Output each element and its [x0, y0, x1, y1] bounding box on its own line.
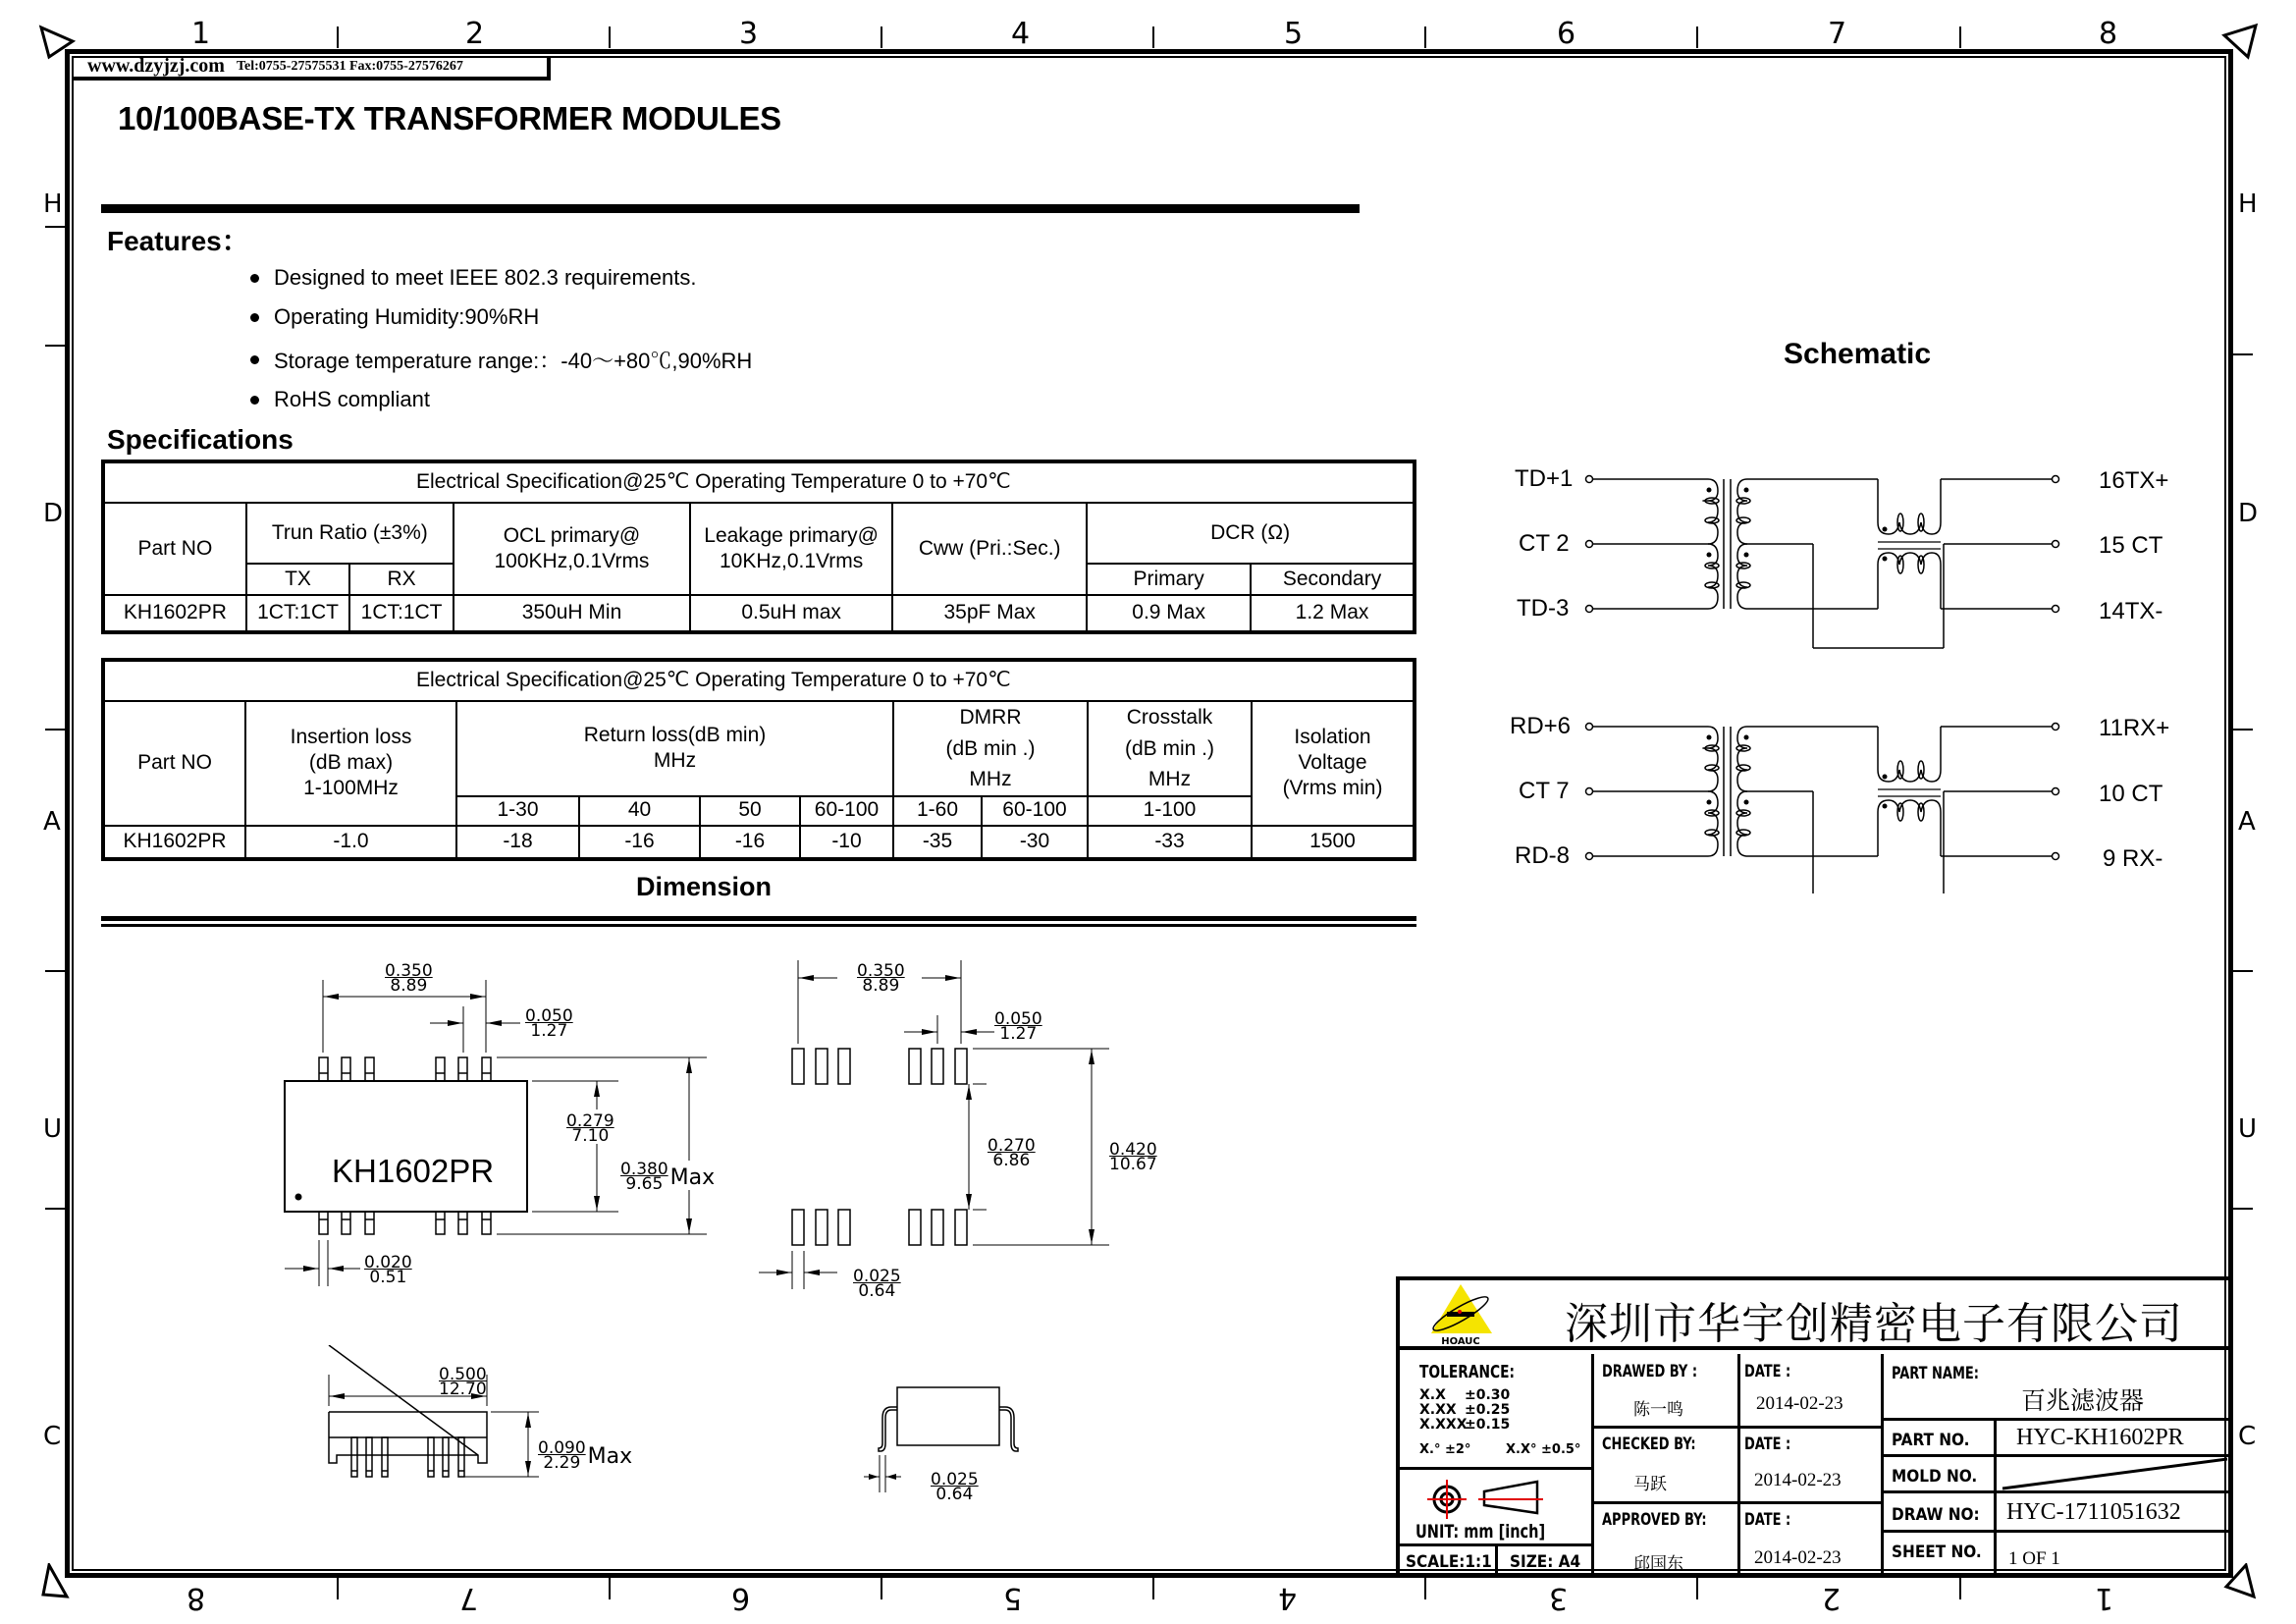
ruler-tick: [45, 729, 65, 731]
feature-item: Operating Humidity:90%RH: [250, 304, 539, 330]
band-header: 40: [579, 796, 700, 826]
ruler-number: 7: [459, 1581, 479, 1615]
ruler-letter: D: [43, 499, 64, 528]
ruler-number: 8: [2099, 17, 2118, 51]
end-view-drawing: [864, 1375, 1099, 1522]
pin-label: 14TX-: [2099, 598, 2163, 624]
draw-no-value: HYC-1711051632: [1997, 1493, 2229, 1533]
pin-label: 15 CT: [2099, 532, 2163, 559]
ruler-tick: [337, 27, 339, 48]
ruler-tick: [1696, 1578, 1698, 1599]
col-header-part-no: Part NO: [103, 701, 245, 826]
ruler-tick: [45, 345, 65, 347]
sheet-no-value: 1 OF 1: [2008, 1548, 2060, 1569]
col-header-insertion-loss: Insertion loss (dB max) 1-100MHz: [245, 701, 456, 826]
ruler-letter: H: [2238, 189, 2258, 219]
part-no-value: HYC-KH1602PR: [1997, 1421, 2229, 1457]
scale-cell: SCALE:1:1: [1400, 1546, 1498, 1578]
dim-footprint-outer-span: 0.420 10.67: [1109, 1140, 1157, 1174]
dim-footprint-inner-gap: 0.270 6.86: [988, 1136, 1036, 1170]
drawed-by-value: 陈一鸣: [1633, 1400, 1683, 1420]
top-view-drawing: [265, 943, 756, 1306]
ruler-number: 5: [1003, 1581, 1023, 1615]
date-value: 2014-02-23: [1754, 1470, 1842, 1490]
ruler-number: 3: [739, 17, 759, 51]
date-value: 2014-02-23: [1754, 1547, 1842, 1568]
pin-label: TD-3: [1517, 595, 1570, 622]
pin-label: RD-8: [1515, 842, 1571, 869]
ruler-letter: D: [2238, 499, 2259, 528]
ruler-number: 5: [1284, 17, 1304, 51]
ruler-number: 2: [1822, 1581, 1842, 1615]
table-row: KH1602PR -1.0 -18 -16 -16 -10 -35 -30 -33 1500: [103, 826, 1415, 859]
date-cell: DATE : 2014-02-23: [1740, 1504, 1884, 1578]
col-header-leakage: Leakage primary@ 10KHz,0.1Vrms: [690, 503, 892, 595]
tolerance-cell: TOLERANCE: X.X ±0.30 X.XX ±0.25 X.XXX±0.15 X.° ±2° X.X° ±0.5°: [1400, 1354, 1594, 1470]
dim-footprint-pad-width: 0.025 0.64: [853, 1267, 901, 1301]
mold-no-value: [1997, 1457, 2229, 1493]
ruler-tick: [45, 1208, 65, 1210]
ruler-number: 2: [465, 17, 485, 51]
feature-item: Designed to meet IEEE 802.3 requirements.: [250, 265, 696, 291]
ruler-tick: [337, 1578, 339, 1599]
band-header: 50: [700, 796, 800, 826]
pin-label: 16TX+: [2099, 467, 2169, 494]
company-logo-icon: [1427, 1282, 1496, 1347]
ruler-number: 6: [1557, 17, 1576, 51]
checked-by-cell: CHECKED BY: 马跃: [1594, 1429, 1740, 1504]
date-value: 2014-02-23: [1756, 1393, 1843, 1414]
ruler-number: 4: [1278, 1581, 1298, 1615]
ruler-letter: C: [2238, 1422, 2257, 1451]
col-header-secondary: Secondary: [1251, 564, 1415, 595]
ruler-number: 8: [187, 1581, 206, 1615]
dim-lead-thickness: 0.025 0.64: [931, 1470, 979, 1504]
electrical-spec-table-1: [101, 460, 1416, 634]
footprint-drawing: [756, 952, 1198, 1316]
company-name: 深圳市华宇创精密电子有限公司: [1565, 1299, 2183, 1349]
col-header-part-no: Part NO: [103, 503, 246, 595]
dim-side-height: 0.090 2.29 Max: [538, 1438, 633, 1473]
dim-body-width: 0.279 7.10: [566, 1111, 614, 1146]
dim-side-length: 0.500 12.70: [439, 1365, 487, 1399]
col-header-return-loss: Return loss(dB min) MHz: [456, 701, 893, 796]
ruler-tick: [1424, 27, 1426, 48]
dim-pin-width: 0.020 0.51: [364, 1253, 412, 1287]
col-header-primary: Primary: [1087, 564, 1251, 595]
col-header-dcr: DCR (Ω): [1087, 503, 1415, 564]
approved-by-cell: APPROVED BY: 邱国东: [1594, 1504, 1740, 1578]
dim-pin-pitch: 0.050 1.27: [525, 1006, 573, 1041]
ruler-letter: U: [43, 1114, 63, 1144]
approved-by-value: 邱国东: [1633, 1554, 1683, 1574]
title-block: [1396, 1276, 2233, 1578]
sheet-no-label-cell: SHEET NO.: [1884, 1533, 1997, 1578]
dimension-heading: Dimension: [636, 872, 773, 901]
pin-label: 9 RX-: [2103, 845, 2163, 872]
ruler-tick: [1152, 1578, 1154, 1599]
part-name-value: 百兆滤波器: [2021, 1386, 2145, 1415]
dim-footprint-pitch-span: 0.350 8.89: [857, 961, 905, 996]
col-header-ocl: OCL primary@ 100KHz,0.1Vrms: [454, 503, 690, 595]
dim-footprint-pin-pitch: 0.050 1.27: [994, 1009, 1042, 1044]
schematic-heading: Schematic: [1784, 338, 1932, 370]
feature-item: RoHS compliant: [250, 387, 430, 412]
ruler-number: 7: [1828, 17, 1847, 51]
dim-pitch-span: 0.350 8.89: [385, 961, 433, 996]
header-contact-box: [72, 56, 551, 81]
col-header-turn-ratio: Trun Ratio (±3%): [246, 503, 454, 564]
col-header-isolation: Isolation Voltage (Vrms min): [1252, 701, 1415, 826]
ruler-tick: [45, 970, 65, 972]
band-header: 1-60: [893, 796, 982, 826]
bullet-icon: [250, 313, 259, 322]
pin-label: 10 CT: [2099, 781, 2163, 807]
ruler-tick: [1424, 1578, 1426, 1599]
electrical-spec-table-2: [101, 658, 1416, 861]
schematic-diagram: [1472, 452, 2199, 893]
feature-item: Storage temperature range:：-40～+80℃,90%RH: [250, 345, 752, 375]
corner-triangle-icon: [39, 1563, 79, 1602]
ruler-number: 1: [2095, 1581, 2114, 1615]
ruler-letter: A: [43, 807, 61, 837]
band-header: 1-100: [1088, 796, 1252, 826]
col-header-tx: TX: [246, 564, 350, 595]
ruler-letter: C: [43, 1422, 62, 1451]
ruler-tick: [1152, 27, 1154, 48]
ruler-number: 6: [731, 1581, 751, 1615]
svg-text:HOAUC: HOAUC: [1441, 1336, 1480, 1347]
table-caption: Electrical Specification@25℃ Operating Temperature 0 to +70℃: [103, 660, 1415, 701]
corner-triangle-icon: [2220, 22, 2260, 61]
ruler-tick: [45, 226, 65, 228]
part-no-label-cell: PART NO.: [1884, 1421, 1997, 1457]
dimension-divider: [101, 924, 1416, 927]
table-row: KH1602PR 1CT:1CT 1CT:1CT 350uH Min 0.5uH max 35pF Max 0.9 Max 1.2 Max: [103, 595, 1415, 632]
draw-no-label-cell: DRAW NO:: [1884, 1493, 1997, 1533]
title-divider: [101, 204, 1360, 213]
ruler-tick: [1959, 27, 1961, 48]
bullet-icon: [250, 355, 259, 364]
pin-label: RD+6: [1510, 713, 1572, 739]
size-cell: SIZE: A4: [1498, 1546, 1594, 1578]
ruler-tick: [2233, 729, 2253, 731]
date-cell: DATE : 2014-02-23: [1740, 1354, 1884, 1429]
part-name-cell: PART NAME: 百兆滤波器: [1884, 1354, 2229, 1421]
corner-triangle-icon: [37, 22, 77, 61]
bullet-icon: [250, 274, 259, 283]
page-title: 10/100BASE-TX TRANSFORMER MODULES: [118, 100, 781, 136]
mold-no-label-cell: MOLD NO.: [1884, 1457, 1997, 1493]
tolerance-table: X.X ±0.30 X.XX ±0.25 X.XXX±0.15 X.° ±2° X.X° ±0.5°: [1419, 1387, 1581, 1457]
third-angle-projection-icon: [1414, 1476, 1590, 1521]
ruler-tick: [881, 27, 882, 48]
bullet-icon: [250, 396, 259, 405]
table-caption: Electrical Specification@25℃ Operating Temperature 0 to +70℃: [103, 461, 1415, 503]
ruler-tick: [1696, 27, 1698, 48]
ruler-tick: [609, 27, 611, 48]
features-heading: Features：: [107, 226, 249, 256]
company-row: [1400, 1280, 2229, 1350]
ruler-number: 1: [191, 17, 211, 51]
col-header-dmrr: DMRR (dB min .) MHz: [893, 701, 1088, 796]
band-header: 1-30: [456, 796, 579, 826]
pin-label: CT 7: [1519, 778, 1570, 804]
ruler-letter: A: [2238, 807, 2256, 837]
ruler-number: 4: [1011, 17, 1031, 51]
pin-label: CT 2: [1519, 530, 1570, 557]
ruler-letter: H: [43, 189, 63, 219]
unit-label: UNIT: mm [inch]: [1415, 1521, 1546, 1543]
projection-cell: [1400, 1470, 1594, 1546]
date-cell: DATE : 2014-02-23: [1740, 1429, 1884, 1504]
ruler-tick: [1959, 1578, 1961, 1599]
website-link[interactable]: www.dzyjzj.com: [87, 55, 225, 77]
ruler-letter: U: [2238, 1114, 2258, 1144]
part-marking: KH1602PR: [332, 1153, 495, 1189]
ruler-number: 3: [1549, 1581, 1569, 1615]
band-header: 60-100: [982, 796, 1088, 826]
checked-by-value: 马跃: [1633, 1475, 1667, 1494]
col-header-crosstalk: Crosstalk (dB min .) MHz: [1088, 701, 1252, 796]
ruler-tick: [2233, 1208, 2253, 1210]
side-view-drawing: [314, 1345, 825, 1522]
pin-label: TD+1: [1515, 465, 1574, 492]
specifications-heading: Specifications: [107, 424, 294, 455]
ruler-tick: [2233, 970, 2253, 972]
ruler-tick: [2233, 353, 2253, 355]
col-header-cww: Cww (Pri.:Sec.): [892, 503, 1087, 595]
dimension-divider: [101, 916, 1416, 921]
band-header: 60-100: [800, 796, 893, 826]
contact-info: Tel:0755-27575531 Fax:0755-27576267: [236, 58, 463, 74]
col-header-rx: RX: [349, 564, 454, 595]
strike-through-icon: [1997, 1457, 2229, 1490]
ruler-tick: [609, 1578, 611, 1599]
dim-overall-width: 0.380 9.65 Max: [620, 1160, 716, 1194]
drawed-by-cell: DRAWED BY : 陈一鸣: [1594, 1354, 1740, 1429]
ruler-tick: [881, 1578, 882, 1599]
pin-label: 11RX+: [2099, 715, 2170, 741]
